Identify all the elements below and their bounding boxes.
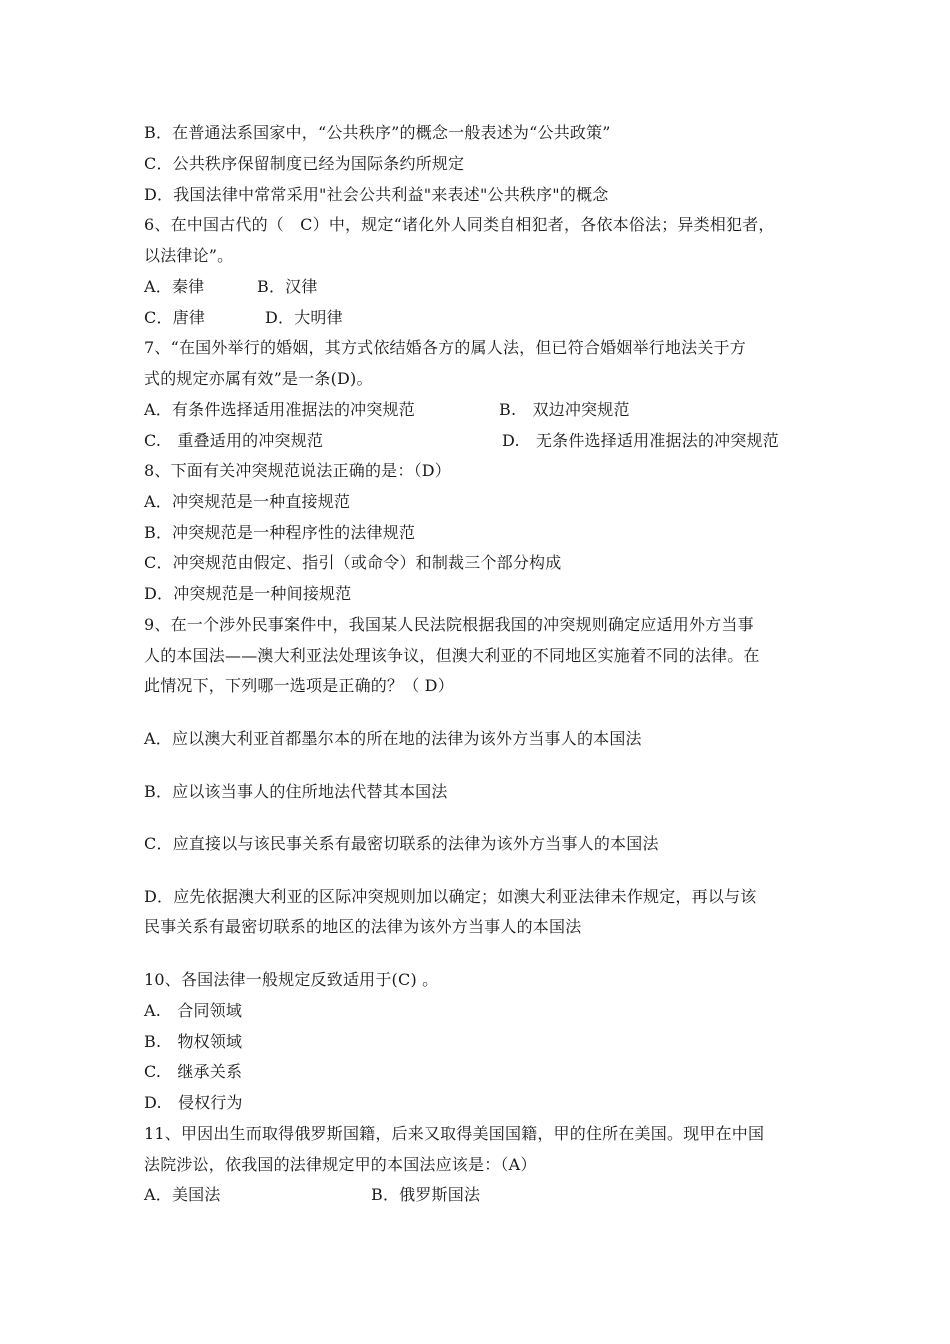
question-7-line-2: 式的规定亦属有效”是一条(D)。: [144, 369, 373, 388]
question-10-option-a: A. 合同领域: [144, 1001, 243, 1020]
question-7-option-a: A．有条件选择适用准据法的冲突规范: [144, 400, 415, 419]
question-8-option-c: C．冲突规范由假定、指引（或命令）和制裁三个部分构成: [144, 553, 562, 572]
question-9-option-d-line-1: D．应先依据澳大利亚的区际冲突规则加以确定；如澳大利亚法律未作规定，再以与该: [144, 887, 757, 906]
question-11-line-1: 11、甲因出生而取得俄罗斯国籍，后来又取得美国国籍，甲的住所在美国。现甲在中国: [144, 1124, 765, 1143]
option-d-public-interest: D．我国法律中常常采用"社会公共利益"来表述"公共秩序"的概念: [144, 185, 609, 204]
question-6-option-c: C．唐律: [144, 308, 206, 327]
question-10-option-b: B. 物权领域: [144, 1032, 243, 1051]
question-10: 10、各国法律一般规定反致适用于(C) 。: [144, 970, 439, 989]
question-11-option-b: B．俄罗斯国法: [371, 1185, 481, 1204]
question-10-option-d: D. 侵权行为: [144, 1093, 243, 1112]
question-7-option-b: B. 双边冲突规范: [499, 400, 630, 419]
question-9-line-1: 9、在一个涉外民事案件中，我国某人民法院根据我国的冲突规则确定应适用外方当事: [144, 615, 754, 634]
question-6-line-1: 6、在中国古代的（ C）中，规定“诸化外人同类自相犯者，各依本俗法；异类相犯者，: [144, 215, 775, 234]
question-7-option-c: C. 重叠适用的冲突规范: [144, 431, 324, 450]
question-7-option-d: D. 无条件选择适用准据法的冲突规范: [502, 431, 779, 450]
question-8-option-b: B．冲突规范是一种程序性的法律规范: [144, 523, 416, 542]
option-c-treaty: C．公共秩序保留制度已经为国际条约所规定: [144, 154, 465, 173]
question-11-option-a: A．美国法: [144, 1185, 221, 1204]
question-7-line-1: 7、“在国外举行的婚姻，其方式依结婚各方的属人法，但已符合婚姻举行地法关于方: [144, 338, 746, 357]
question-9-line-2: 人的本国法——澳大利亚法处理该争议，但澳大利亚的不同地区实施着不同的法律。在: [144, 646, 760, 665]
question-8-option-a: A．冲突规范是一种直接规范: [144, 492, 351, 511]
question-10-option-c: C. 继承关系: [144, 1062, 243, 1081]
question-9-line-3: 此情况下，下列哪一选项是正确的？（ D）: [144, 676, 454, 695]
question-8-option-d: D．冲突规范是一种间接规范: [144, 584, 352, 603]
option-b-public-policy: B．在普通法系国家中，“公共秩序”的概念一般表述为“公共政策”: [144, 123, 611, 142]
question-6-line-2: 以法律论”。: [144, 246, 234, 265]
question-9-option-d-line-2: 民事关系有最密切联系的地区的法律为该外方当事人的本国法: [144, 917, 582, 936]
question-6-option-d: D．大明律: [265, 308, 343, 327]
question-8: 8、下面有关冲突规范说法正确的是：（D）: [144, 461, 452, 480]
question-11-line-2: 法院涉讼，依我国的法律规定甲的本国法应该是：（A）: [144, 1155, 537, 1174]
question-6-option-b: B．汉律: [257, 277, 318, 296]
question-9-option-b: B．应以该当事人的住所地法代替其本国法: [144, 782, 448, 801]
question-6-option-a: A．秦律: [144, 277, 205, 296]
question-9-option-a: A．应以澳大利亚首都墨尔本的所在地的法律为该外方当事人的本国法: [144, 729, 642, 748]
question-9-option-c: C．应直接以与该民事关系有最密切联系的法律为该外方当事人的本国法: [144, 834, 659, 853]
